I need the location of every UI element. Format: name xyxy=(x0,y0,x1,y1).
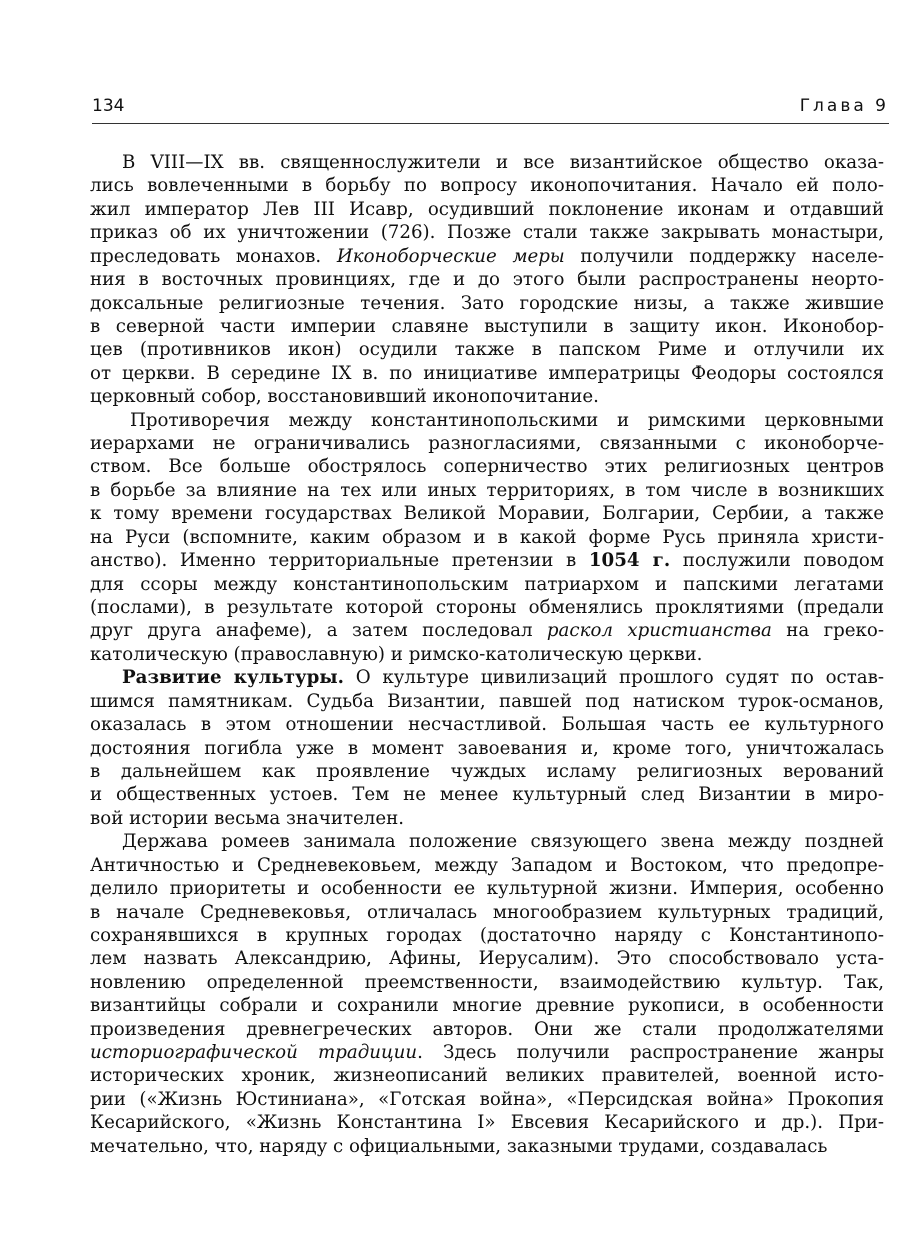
text-line xyxy=(90,971,884,994)
text-span: получили поддержку населе- xyxy=(564,245,884,267)
text-line xyxy=(90,783,884,806)
text-span: друг друга анафеме), а затем последовал xyxy=(90,620,547,642)
text-span: О культуре цивилизаций прошлого судят по остав- xyxy=(343,667,884,689)
text-line xyxy=(90,807,884,830)
text-span: церковный собор, восстановивший иконопочитание. xyxy=(90,386,599,408)
text-span: оказалась в этом отношении несчастливой. Большая часть ее культурного xyxy=(90,714,884,736)
text-span: ством. Все больше обострялось соперничество этих религиозных центров xyxy=(90,456,884,478)
text-line xyxy=(90,854,884,877)
bold-text: Развитие культуры. xyxy=(122,667,344,689)
text-span: Противоречия между константинопольскими и римскими церковными xyxy=(130,409,884,431)
text-line xyxy=(90,619,884,642)
text-span: вой истории весьма значителен. xyxy=(90,807,405,829)
text-line xyxy=(90,1041,884,1064)
text-line xyxy=(90,994,884,1017)
text-line xyxy=(90,760,884,783)
text-line xyxy=(90,338,884,361)
text-line xyxy=(90,901,884,924)
text-line xyxy=(90,221,884,244)
text-line xyxy=(90,1064,884,1087)
page-number: 134 xyxy=(92,96,125,116)
text-span: цев (противников икон) осудили также в папском Риме и отлучили их xyxy=(90,339,884,361)
text-span: в начале Средневековья, отличалась многообразием культурных традиций, xyxy=(90,901,884,923)
text-line xyxy=(90,643,884,666)
text-line xyxy=(90,596,884,619)
text-line xyxy=(90,268,884,291)
italic-text: раскол христианства xyxy=(546,620,772,642)
text-span: на Руси (вспомните, каким образом и в какой форме Русь приняла христи- xyxy=(90,526,884,548)
text-span: приказ об их уничтожении (726). Позже стали также закрывать монастыри, xyxy=(90,222,884,244)
italic-text: Иконоборческие меры xyxy=(336,245,565,267)
text-line xyxy=(90,432,884,455)
text-span: в борьбе за влияние на тех или иных территориях, в том числе в возникших xyxy=(90,479,884,501)
text-line xyxy=(90,362,884,385)
text-span: Кесарийского, «Жизнь Константина I» Евсевия Кесарийского и др.). При- xyxy=(90,1112,884,1134)
text-line xyxy=(90,198,884,221)
text-line xyxy=(90,174,884,197)
main-text xyxy=(90,151,884,1158)
text-line xyxy=(90,526,884,549)
text-span: лись вовлеченными в борьбу по вопросу иконопочитания. Начало ей поло- xyxy=(90,175,884,197)
text-line xyxy=(90,713,884,736)
text-line xyxy=(90,1111,884,1134)
text-span: послужили поводом xyxy=(670,550,884,572)
text-span: мечательно, что, наряду с официальными, заказными трудами, создавалась xyxy=(90,1135,828,1157)
text-span: Античностью и Средневековьем, между Западом и Востоком, что предопре- xyxy=(90,854,884,876)
text-span: доксальные религиозные течения. Зато городские низы, а также жившие xyxy=(90,292,884,314)
text-span: новлению определенной преемственности, взаимодействию культур. Так, xyxy=(90,971,884,993)
text-span: сохранявшихся в крупных городах (достаточно наряду с Константинопо- xyxy=(90,924,884,946)
text-line xyxy=(90,1135,884,1158)
text-span: Держава ромеев занимала положение связующего звена между поздней xyxy=(122,831,884,853)
text-span: и общественных устоев. Тем не менее культурный след Византии в миро- xyxy=(90,784,884,806)
text-span: лем назвать Александрию, Афины, Иерусалим). Это способствовало уста- xyxy=(90,948,884,970)
text-span: делило приоритеты и особенности ее культурной жизни. Империя, особенно xyxy=(90,878,884,900)
text-line xyxy=(90,245,884,268)
text-line xyxy=(90,877,884,900)
text-line xyxy=(90,1018,884,1041)
text-span: на греко- xyxy=(771,620,884,642)
text-line xyxy=(90,924,884,947)
text-span: (послами), в результате которой стороны обменялись проклятиями (предали xyxy=(90,597,884,619)
text-line xyxy=(90,479,884,502)
text-span: произведения древнегреческих авторов. Они же стали продолжателями xyxy=(90,1018,884,1040)
text-line xyxy=(90,573,884,596)
text-line xyxy=(90,315,884,338)
text-span: достояния погибла уже в момент завоевания и, кроме того, уничтожалась xyxy=(90,737,884,759)
italic-text: историографической традиции xyxy=(90,1042,418,1064)
text-span: византийцы собрали и сохранили многие древние рукописи, в особенности xyxy=(90,995,884,1017)
bold-text: 1054 г. xyxy=(588,550,671,572)
text-span: исторических хроник, жизнеописаний великих правителей, военной исто- xyxy=(90,1065,884,1087)
text-span: шимся памятникам. Судьба Византии, павшей под натиском турок-османов, xyxy=(90,690,884,712)
text-line xyxy=(90,549,884,572)
text-span: католическую (православную) и римско-католическую церкви. xyxy=(90,643,703,665)
text-span: анство). Именно территориальные претензии в xyxy=(90,550,589,572)
text-line xyxy=(90,385,884,408)
text-span: для ссоры между константинопольским патриархом и папскими легатами xyxy=(90,573,884,595)
text-span: рии («Жизнь Юстиниана», «Готская война», «Персидская война» Прокопия xyxy=(90,1088,884,1110)
text-span: жил император Лев III Исавр, осудивший поклонение иконам и отдавший xyxy=(90,198,884,220)
text-line xyxy=(90,1088,884,1111)
text-span: . Здесь получили распространение жанры xyxy=(417,1042,885,1064)
text-span: преследовать монахов. xyxy=(90,245,337,267)
text-span: в северной части империи славяне выступили в защиту икон. Иконобор- xyxy=(90,315,884,337)
text-line xyxy=(90,666,884,689)
text-line xyxy=(90,455,884,478)
text-span: в дальнейшем как проявление чуждых исламу религиозных верований xyxy=(90,760,884,782)
text-span: к тому времени государствах Великой Моравии, Болгарии, Сербии, а также xyxy=(90,503,884,525)
text-span: от церкви. В середине IX в. по инициативе императрицы Феодоры состоялся xyxy=(90,362,884,384)
chapter-title: Глава 9 xyxy=(799,96,889,116)
text-line xyxy=(90,690,884,713)
text-span: ния в восточных провинциях, где и до этого были распространены неорто- xyxy=(90,269,884,291)
text-line xyxy=(90,409,884,432)
text-line xyxy=(90,947,884,970)
text-span: В VIII—IX вв. священнослужители и все византийское общество оказа- xyxy=(122,152,884,173)
page-header xyxy=(92,95,889,124)
text-line xyxy=(90,830,884,853)
text-line xyxy=(90,292,884,315)
text-span: иерархами не ограничивались разногласиями, связанными с иконоборче- xyxy=(90,433,884,455)
text-line xyxy=(90,502,884,525)
text-line xyxy=(90,737,884,760)
text-line xyxy=(90,151,884,174)
